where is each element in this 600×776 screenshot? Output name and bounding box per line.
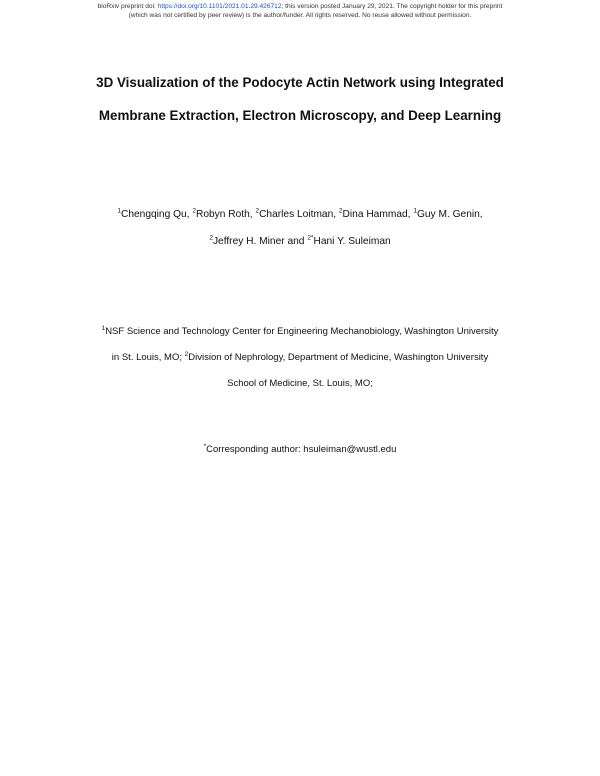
author-name: Hani Y. Suleiman [313, 236, 391, 247]
header-prefix: bioRxiv preprint doi: [97, 3, 158, 10]
affil-marker: 2 [184, 350, 189, 358]
author-line-2 [0, 228, 600, 255]
affiliation-text: in St. Louis, MO; [111, 352, 185, 363]
affiliation-line-2 [0, 345, 600, 371]
affiliation-line-1 [0, 319, 600, 345]
preprint-header [0, 3, 600, 20]
author-name: Dina Hammad, [342, 209, 414, 220]
corresponding-text: Corresponding author: hsuleiman@wustl.edu [206, 444, 397, 455]
author-name: Guy M. Genin, [416, 209, 483, 220]
author-affil-marker: 1 [413, 207, 417, 215]
author-line-1 [0, 201, 600, 228]
corresponding-marker: * [203, 442, 207, 450]
author-affil-marker: 2 [209, 234, 213, 242]
author-affil-marker: 2 [338, 207, 343, 215]
doi-link[interactable]: https://doi.org/10.1101/2021.01.29.426712 [157, 3, 282, 10]
author-affil-marker: 2 [255, 207, 260, 215]
corresponding-author [0, 440, 600, 460]
author-affil-marker: 2 [192, 207, 196, 215]
affiliations [0, 319, 600, 397]
affiliation-text: Division of Nephrology, Department of Medicine, Washington University [188, 352, 489, 363]
header-line-1 [0, 3, 600, 12]
affiliation-line-3: School of Medicine, St. Louis, MO; [227, 378, 373, 389]
affiliation-text: NSF Science and Technology Center for Engineering Mechanobiology, Washington University [105, 326, 499, 337]
author-list [0, 201, 600, 255]
title-line-1: 3D Visualization of the Podocyte Actin Network using Integrated [96, 75, 504, 90]
author-name: Jeffrey H. Miner and [212, 236, 308, 247]
header-suffix: ; this version posted January 29, 2021. The copyright holder for this preprint [281, 3, 503, 10]
title-line-2: Membrane Extraction, Electron Microscopy, and Deep Learning [98, 108, 502, 123]
author-name: Robyn Roth, [195, 209, 256, 220]
affil-marker: 1 [101, 324, 106, 332]
author-affil-marker: 1 [117, 207, 121, 215]
author-affil-marker: 2* [307, 234, 314, 242]
paper-title [0, 66, 600, 132]
author-name: Charles Loitman, [259, 209, 339, 220]
header-line-2: (which was not certified by peer review) is the author/funder. All rights reserved. No reuse allowed without permission. [128, 11, 472, 19]
author-name: Chengqing Qu, [120, 209, 193, 220]
